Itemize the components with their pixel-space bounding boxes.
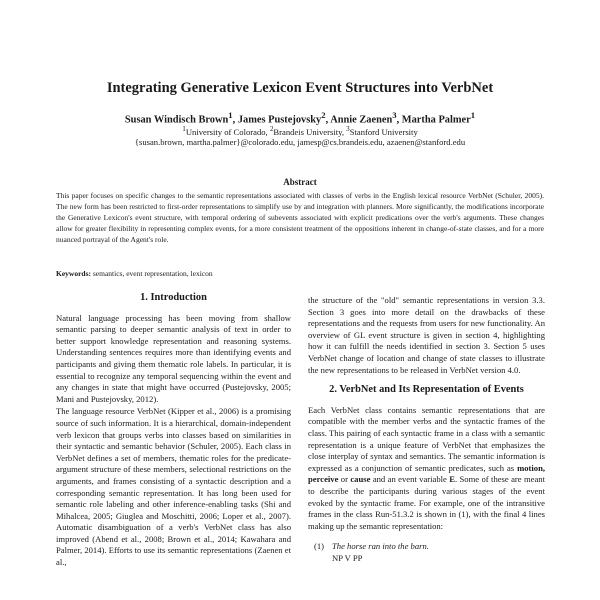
author-list: Susan Windisch Brown$^1$, James Pustejovsky$^2$, Annie Zaenen$^3$, Martha Palmer$^1$	[124, 110, 476, 126]
author-affil-mark: 1	[470, 110, 476, 120]
keywords	[56, 269, 544, 278]
paper-title: Integrating Generative Lexicon Event Structures into VerbNet	[106, 80, 494, 96]
section-heading: 2. VerbNet and Its Representation of Events	[329, 384, 524, 396]
keywords-label: Keywords:	[56, 269, 91, 278]
left-column	[56, 292, 291, 569]
spacer	[308, 376, 545, 384]
section-heading: 1. Introduction	[140, 292, 207, 303]
example-syntax: NP V PP	[332, 552, 363, 563]
affil-mark: 1	[182, 125, 186, 133]
paragraph	[308, 405, 545, 533]
predicate-term: cause	[350, 474, 371, 485]
example-line	[308, 541, 545, 553]
abstract-heading: Abstract	[283, 177, 317, 187]
affiliation: University of Colorado,	[185, 126, 270, 137]
author-name: Martha Palmer	[401, 114, 471, 126]
affiliations	[0, 125, 600, 137]
example-1	[308, 541, 545, 564]
affiliation: Stanford University	[349, 126, 418, 137]
paragraph: Natural language processing has been moving from shallow semantic parsing to deeper semantic analysis of text in order to better support knowledge representation and reasoning systems. Understanding sentences requires more than identifying events and participants and giving them thematic role labels. In particular, it is essential to recognize any temporal sequencing within the event and any changes in state that might have occurred (Pustejovsky, 2005; Mani and Pustejovsky, 2012).	[56, 312, 291, 404]
paragraph: The language resource VerbNet (Kipper et al., 2006) is a promising source of such information. It is a hierarchical, domain-independent verb lexicon that groups verbs into classes based on similarities in their syntactic and semantic behavior (Schuler, 2005). Each class in VerbNet defines a set of members, thematic roles for the predicate-argument structure of these members, selectional restrictions on the arguments, and frames consisting of a syntactic description and a corresponding semantic representation. It has long been used for semantic role labeling and other inference-enabling tasks (Shi and Mihalcea, 2005; Giuglea and Moschitti, 2006; Loper et al., 2007). Automatic disambiguation of a verb's VerbNet class has also improved (Abend et al., 2008; Brown et al., 2014; Kawahara and Palmer, 2014). Efforts to use its semantic representations (Zaenen et al.,	[56, 406, 291, 568]
text-run: and an event variable	[370, 474, 450, 485]
right-column	[308, 295, 545, 564]
event-variable: E	[449, 474, 455, 485]
abstract-text: This paper focuses on specific changes to the semantic representations associated with classes of verbs in the English lexical resource VerbNet (Schuler, 2005). The new form has been restricted to first-order representations to simplify use by and integration with planners. More significantly, the modifications incorporate the Generative Lexicon's event structure, with temporal ordering of subevents associated with explicit predications over the verb's arguments. These changes allow for greater flexibility in representing complex events, for a more consistent treatment of the oppositions inherent in change-of-state classes, and for a more nuanced portrayal of the Agent's role.	[56, 191, 544, 244]
affiliation: Brandeis University,	[273, 126, 347, 137]
text-run: Each VerbNet class contains semantic representations that are compatible with the member verbs and the syntactic frames of the class. This pairing of each syntactic frame in a class with a semantic representation is a unique feature of VerbNet that emphasizes the close interplay of syntax and semantics. The semantic information is expressed as a conjunction of semantic predicates, such as	[308, 404, 545, 473]
paragraph: the structure of the "old" semantic representations in version 3.3. Section 3 goes into more detail on the drawbacks of these representations and the requests from users for new functionality. An overview of GL event structure is given in section 4, highlighting how it can fulfill the needs identified in section 3. Section 5 uses VerbNet change of location and change of state classes to illustrate the new representations to be released in VerbNet version 4.0.	[308, 295, 545, 375]
affil-mark: 2	[269, 125, 274, 133]
text-run: or	[338, 474, 351, 485]
author-name: James Pustejovsky	[237, 114, 322, 126]
author-affil-mark: 3	[392, 110, 397, 120]
example-sentence: The horse ran into the barn.	[332, 541, 429, 552]
author-name: Susan Windisch Brown	[124, 114, 229, 126]
example-number: (1)	[314, 541, 325, 552]
author-emails: {susan.brown, martha.palmer}@colorado.edu, jamesp@cs.brandeis.edu, azaenen@stanford.edu	[134, 137, 466, 147]
author-affil-mark: 1	[228, 110, 233, 120]
keywords-list: semantics, event representation, lexicon	[91, 269, 213, 278]
affil-mark: 3	[346, 125, 350, 133]
author-affil-mark: 2	[321, 110, 326, 120]
author-name: Annie Zaenen	[330, 114, 393, 126]
predicate-term: motion, perceive	[308, 462, 545, 485]
text-run: . Some of these are meant to describe the participants during various stages of the event evoked by the syntactic frame. For example, one of the intransitive frames in the class Run-51.3.2 is shown in (1), with the final 4 lines making up the semantic representation:	[308, 474, 545, 531]
